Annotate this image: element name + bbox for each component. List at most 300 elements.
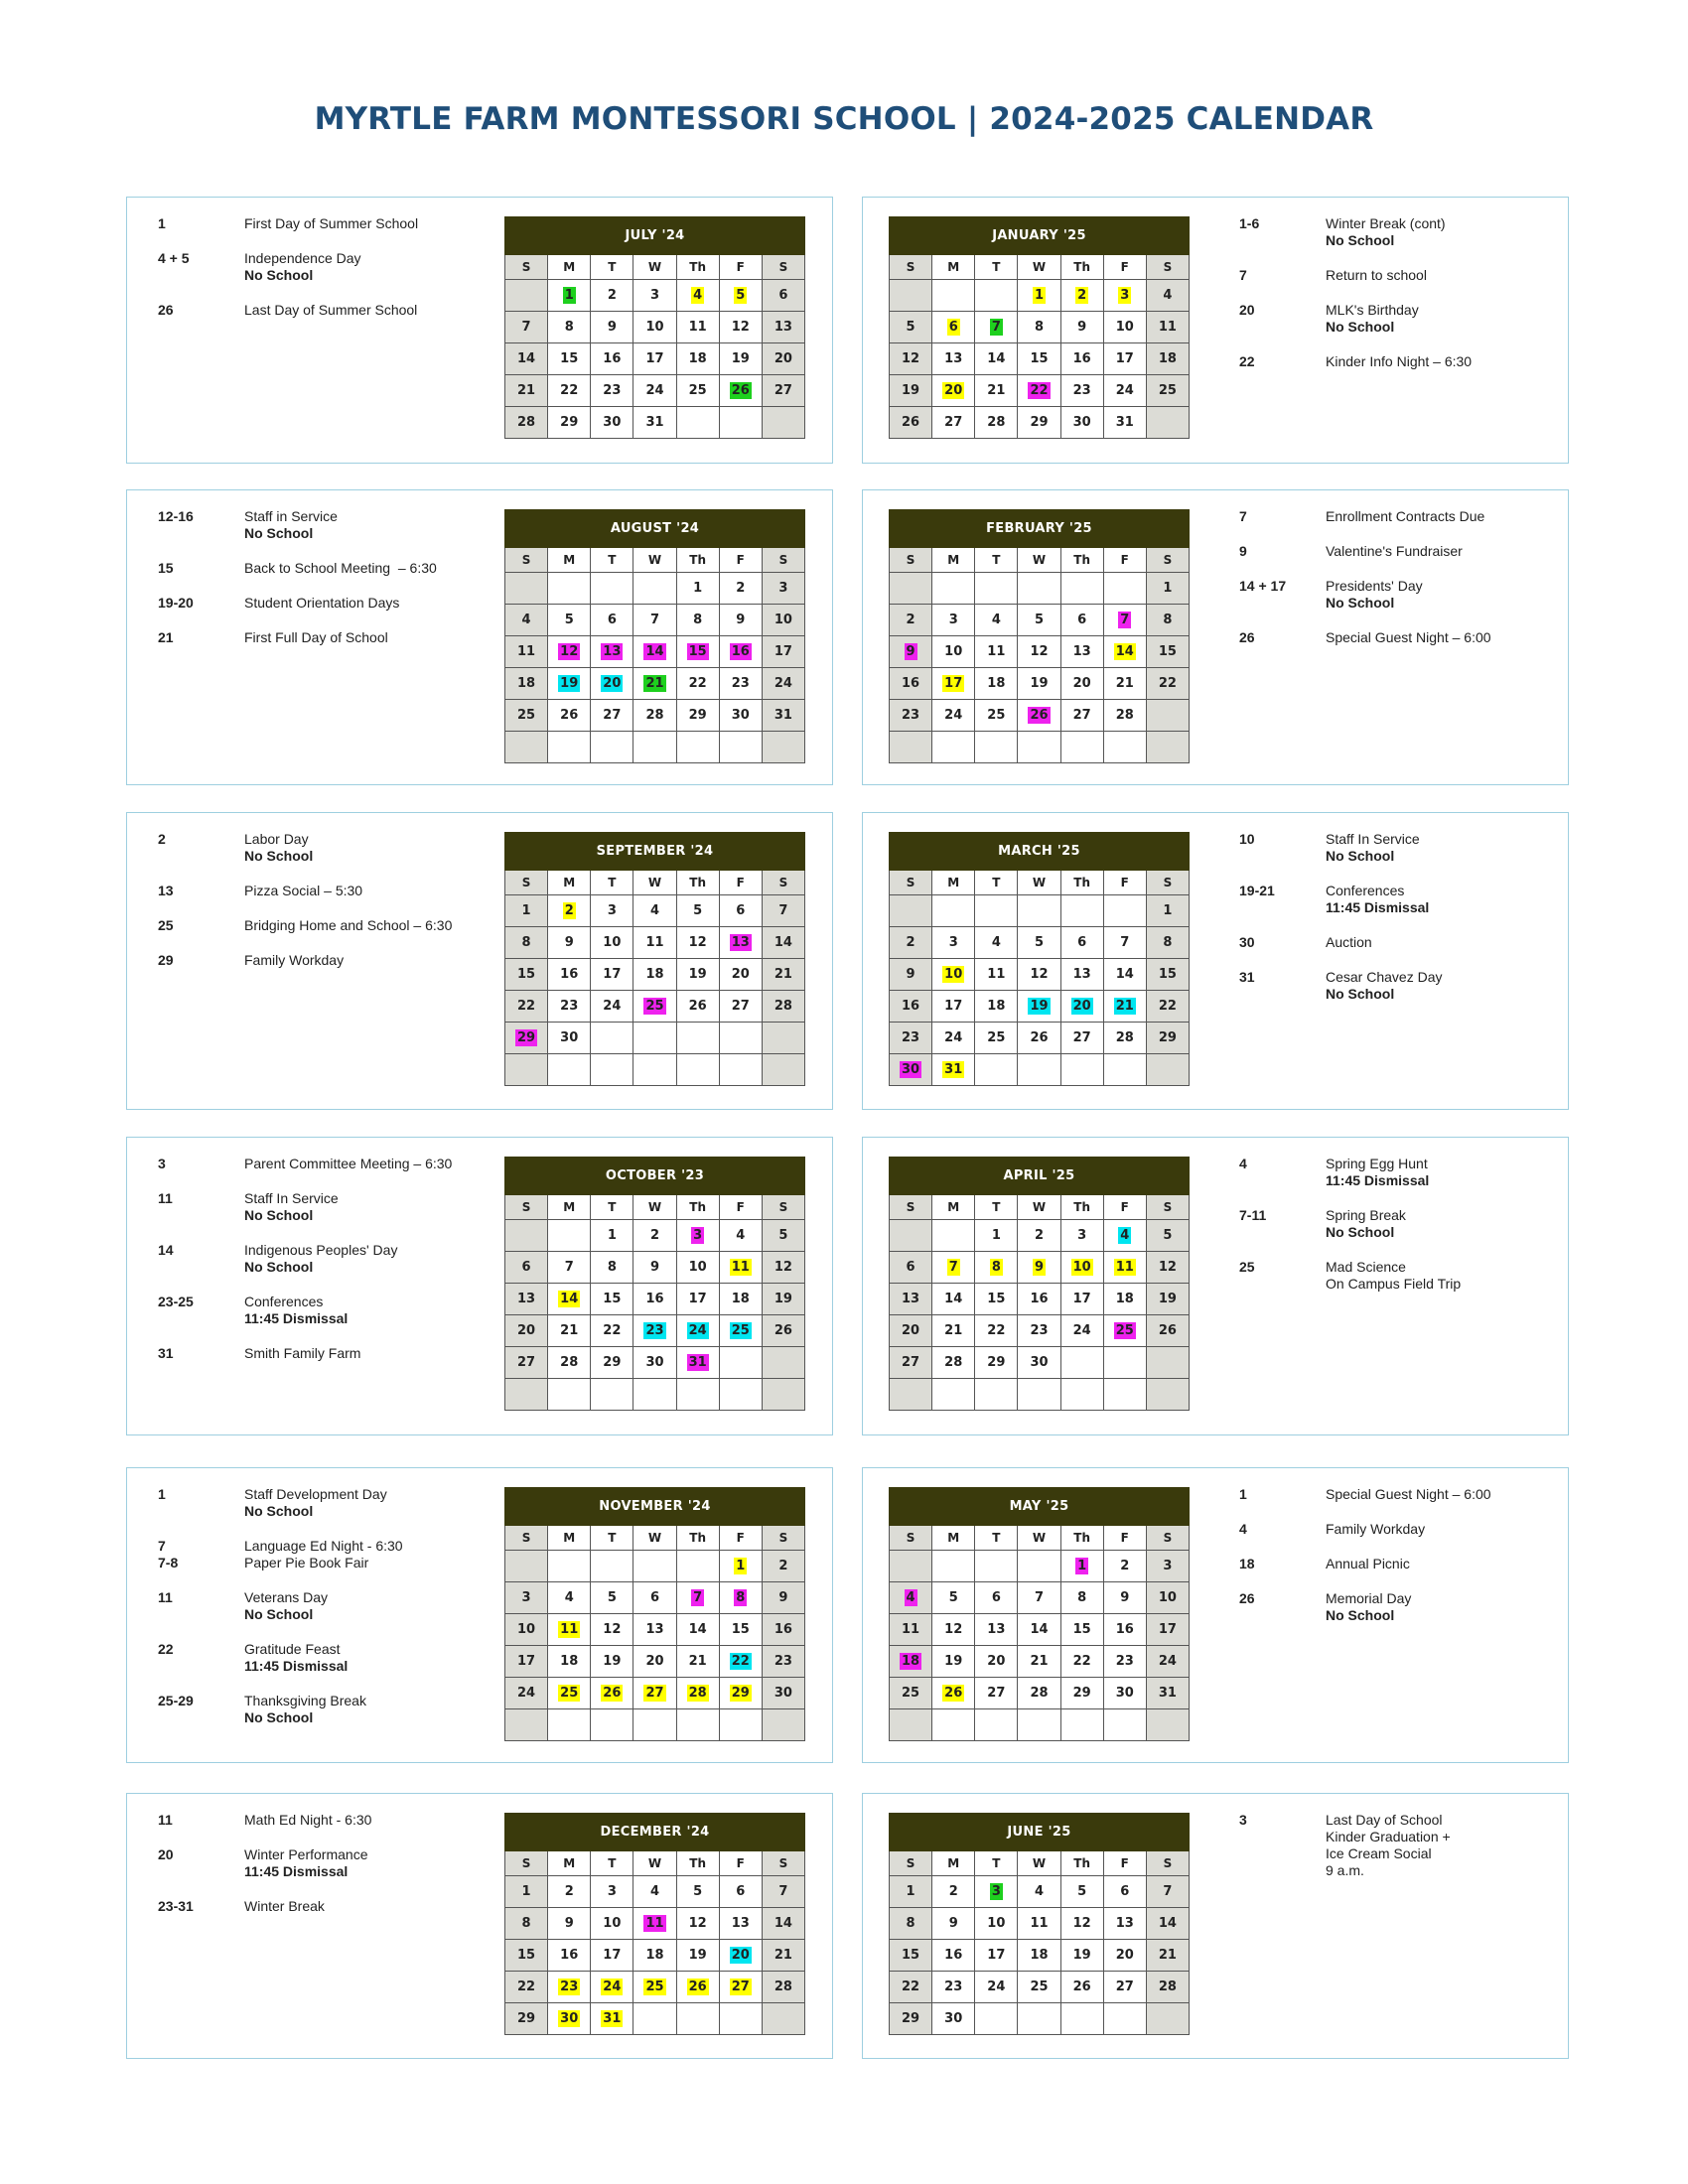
event-note: No School: [1326, 848, 1395, 864]
event-item: [158, 508, 495, 542]
weekday-label: M: [548, 255, 591, 280]
weekday-label: S: [505, 1526, 548, 1551]
calendar-march: [889, 832, 1190, 1086]
event-item: [1239, 302, 1557, 336]
weekday-label: F: [719, 1851, 762, 1876]
day-cell: [505, 732, 548, 763]
event-description: Conferences 11:45 Dismissal: [244, 1294, 495, 1327]
day-number: 3: [948, 935, 958, 950]
highlighted-day-number: 20: [944, 383, 963, 398]
weekday-label: M: [932, 255, 975, 280]
day-cell: [975, 732, 1018, 763]
day-cell: [505, 700, 548, 732]
day-number: 17: [1115, 351, 1134, 366]
day-number: 24: [517, 1686, 536, 1701]
day-cell: [505, 2003, 548, 2035]
day-cell: [1146, 1678, 1189, 1709]
week-row: [505, 895, 805, 927]
event-item: [1239, 969, 1557, 1003]
weekday-label: F: [719, 1195, 762, 1220]
day-cell: [633, 636, 676, 668]
event-note: No School: [1326, 595, 1395, 611]
day-number: 9: [1120, 1590, 1130, 1605]
weekday-label: W: [633, 255, 676, 280]
event-item: [1239, 831, 1557, 865]
day-cell: [890, 1054, 932, 1086]
weekday-header-row: [505, 1195, 805, 1220]
week-row: [890, 1023, 1190, 1054]
day-cell: [676, 1908, 719, 1940]
day-number: 6: [607, 613, 617, 627]
day-number: 8: [1034, 320, 1045, 335]
event-item: [1239, 934, 1557, 951]
event-item: [158, 1846, 495, 1880]
event-note: 11:45 Dismissal: [1326, 1172, 1430, 1188]
event-item: [1239, 1590, 1557, 1624]
day-cell: [762, 700, 804, 732]
day-number: 27: [987, 1686, 1006, 1701]
day-cell: [975, 1709, 1018, 1741]
day-cell: [676, 1972, 719, 2003]
day-cell: [932, 636, 975, 668]
weekday-label: S: [762, 548, 804, 573]
week-row: [890, 1614, 1190, 1646]
weekday-label: T: [975, 1526, 1018, 1551]
day-number: 2: [778, 1559, 788, 1573]
day-cell: [676, 668, 719, 700]
event-description: Student Orientation Days: [244, 595, 400, 611]
highlighted-day-number: 2: [1077, 288, 1087, 303]
week-row: [890, 1284, 1190, 1315]
week-row: [890, 927, 1190, 959]
day-cell: [762, 732, 804, 763]
day-number: 11: [1158, 320, 1177, 335]
day-cell: [676, 2003, 719, 2035]
day-number: 14: [987, 351, 1006, 366]
day-number: 8: [906, 1916, 915, 1931]
day-cell: [505, 1252, 548, 1284]
events-november: [158, 1486, 495, 1744]
day-cell: [633, 991, 676, 1023]
day-cell: [932, 1315, 975, 1347]
day-number: 22: [902, 1979, 920, 1994]
day-cell: [719, 1876, 762, 1908]
day-cell: [762, 1220, 804, 1252]
day-cell: [762, 312, 804, 343]
event-item: [158, 560, 495, 577]
day-cell: [890, 343, 932, 375]
day-number: 18: [517, 676, 536, 691]
day-number: 15: [517, 1948, 536, 1963]
week-row: [505, 1582, 805, 1614]
day-cell: [975, 280, 1018, 312]
weekday-label: M: [548, 871, 591, 895]
day-number: 22: [517, 999, 536, 1014]
events-may: [1239, 1486, 1557, 1642]
weekday-label: W: [633, 1526, 676, 1551]
day-number: 15: [517, 967, 536, 982]
day-cell: [1103, 573, 1146, 605]
events-october: [158, 1156, 495, 1380]
week-row: [505, 927, 805, 959]
event-date: 7: [1239, 508, 1247, 524]
day-number: 16: [944, 1948, 963, 1963]
event-item: [1239, 353, 1557, 370]
day-number: 24: [944, 1030, 963, 1045]
day-number: 23: [902, 708, 920, 723]
event-description: Staff in Service No School: [244, 508, 495, 542]
panel-may: [862, 1467, 1569, 1763]
calendar-november: [504, 1487, 805, 1741]
weekday-label: Th: [676, 255, 719, 280]
day-cell: [719, 700, 762, 732]
day-cell: [633, 895, 676, 927]
day-cell: [975, 1972, 1018, 2003]
event-description: Parent Committee Meeting – 6:30: [244, 1156, 453, 1171]
calendar-april: [889, 1157, 1190, 1411]
week-row: [890, 1379, 1190, 1411]
weekday-label: W: [633, 1851, 676, 1876]
weekday-label: W: [1018, 1526, 1060, 1551]
event-item: [158, 1242, 495, 1276]
day-number: 28: [774, 999, 792, 1014]
day-number: 20: [645, 1654, 664, 1669]
day-cell: [1103, 407, 1146, 439]
day-cell: [1018, 1252, 1060, 1284]
highlighted-day-number: 1: [1034, 288, 1045, 303]
day-cell: [548, 1551, 591, 1582]
event-item: [158, 1190, 495, 1224]
day-cell: [719, 1940, 762, 1972]
event-date: 21: [158, 629, 174, 645]
events-december: [158, 1812, 495, 1933]
day-cell: [719, 1023, 762, 1054]
day-number: 1: [693, 581, 703, 596]
day-number: 17: [688, 1292, 707, 1306]
day-cell: [505, 573, 548, 605]
highlighted-day-number: 9: [1034, 1260, 1045, 1275]
event-item: [1239, 1207, 1557, 1241]
panel-september: [126, 812, 833, 1110]
day-number: 28: [774, 1979, 792, 1994]
day-cell: [676, 1709, 719, 1741]
day-number: 2: [1034, 1228, 1045, 1243]
weekday-label: Th: [676, 548, 719, 573]
weekday-label: S: [762, 1526, 804, 1551]
day-cell: [1060, 2003, 1103, 2035]
event-description: Thanksgiving Break No School: [244, 1693, 495, 1726]
day-number: 8: [1077, 1590, 1087, 1605]
day-cell: [1146, 732, 1189, 763]
panel-november: [126, 1467, 833, 1763]
day-cell: [633, 927, 676, 959]
day-cell: [719, 1379, 762, 1411]
event-date: 1: [158, 215, 166, 231]
day-number: 17: [1072, 1292, 1091, 1306]
day-cell: [676, 1582, 719, 1614]
day-cell: [762, 1678, 804, 1709]
day-number: 6: [991, 1590, 1001, 1605]
week-row: [505, 1252, 805, 1284]
day-cell: [1103, 1379, 1146, 1411]
day-cell: [762, 1347, 804, 1379]
month-label: DECEMBER '24: [505, 1814, 805, 1851]
event-date: 19-21: [1239, 883, 1275, 898]
day-cell: [633, 1054, 676, 1086]
day-number: 11: [517, 644, 536, 659]
highlighted-day-number: 25: [560, 1686, 579, 1701]
week-row: [505, 1220, 805, 1252]
day-number: 19: [774, 1292, 792, 1306]
day-number: 10: [944, 644, 963, 659]
day-cell: [1018, 895, 1060, 927]
week-row: [505, 1284, 805, 1315]
day-cell: [548, 895, 591, 927]
week-row: [505, 1908, 805, 1940]
day-cell: [890, 1646, 932, 1678]
highlighted-day-number: 8: [736, 1590, 746, 1605]
day-cell: [633, 1940, 676, 1972]
day-cell: [676, 1876, 719, 1908]
day-number: 8: [521, 1916, 531, 1931]
event-item: [158, 883, 495, 899]
day-cell: [633, 1972, 676, 2003]
day-cell: [633, 1614, 676, 1646]
day-cell: [1103, 959, 1146, 991]
day-cell: [932, 1252, 975, 1284]
day-number: 16: [645, 1292, 664, 1306]
day-number: 14: [944, 1292, 963, 1306]
weekday-label: M: [548, 1526, 591, 1551]
day-number: 9: [778, 1590, 788, 1605]
day-cell: [1018, 668, 1060, 700]
event-item: [158, 952, 495, 969]
day-number: 4: [991, 613, 1001, 627]
event-description: Bridging Home and School – 6:30: [244, 917, 453, 933]
day-number: 19: [944, 1654, 963, 1669]
day-number: 4: [649, 1884, 660, 1899]
day-cell: [591, 1876, 633, 1908]
day-cell: [1146, 1940, 1189, 1972]
day-cell: [762, 895, 804, 927]
day-cell: [633, 700, 676, 732]
day-number: 25: [1158, 383, 1177, 398]
highlighted-day-number: 3: [1120, 288, 1130, 303]
event-date: 31: [1239, 969, 1255, 985]
day-cell: [1146, 573, 1189, 605]
day-number: 30: [731, 708, 750, 723]
day-cell: [1060, 1551, 1103, 1582]
day-cell: [975, 1678, 1018, 1709]
day-cell: [890, 1315, 932, 1347]
weekday-label: S: [505, 1851, 548, 1876]
day-cell: [591, 991, 633, 1023]
day-number: 13: [731, 1916, 750, 1931]
day-number: 27: [944, 415, 963, 430]
day-cell: [719, 1054, 762, 1086]
day-number: 21: [1158, 1948, 1177, 1963]
day-cell: [591, 700, 633, 732]
event-description: First Full Day of School: [244, 629, 388, 645]
day-cell: [676, 1252, 719, 1284]
day-cell: [505, 280, 548, 312]
week-row: [505, 312, 805, 343]
day-number: 22: [688, 676, 707, 691]
day-number: 12: [1030, 644, 1049, 659]
day-cell: [676, 927, 719, 959]
day-number: 7: [521, 320, 531, 335]
day-number: 10: [603, 1916, 622, 1931]
event-description: Spring Egg Hunt 11:45 Dismissal: [1326, 1156, 1557, 1189]
highlighted-day-number: 29: [731, 1686, 750, 1701]
day-cell: [1018, 1940, 1060, 1972]
day-cell: [1146, 668, 1189, 700]
panel-june: [862, 1793, 1569, 2059]
event-item: [1239, 1556, 1557, 1572]
day-cell: [1018, 1582, 1060, 1614]
day-cell: [1018, 1614, 1060, 1646]
day-number: 16: [560, 967, 579, 982]
day-number: 25: [517, 708, 536, 723]
day-cell: [1018, 1709, 1060, 1741]
day-cell: [633, 1876, 676, 1908]
event-date: 30: [1239, 934, 1255, 950]
day-cell: [591, 959, 633, 991]
day-cell: [975, 605, 1018, 636]
day-number: 30: [603, 415, 622, 430]
highlighted-day-number: 22: [1030, 383, 1049, 398]
weekday-label: F: [719, 548, 762, 573]
day-cell: [1060, 1908, 1103, 1940]
month-label: MARCH '25: [890, 833, 1190, 871]
day-number: 29: [517, 2011, 536, 2026]
day-cell: [762, 573, 804, 605]
highlighted-day-number: 31: [603, 2011, 622, 2026]
day-cell: [890, 732, 932, 763]
day-cell: [505, 1284, 548, 1315]
weekday-label: S: [762, 1851, 804, 1876]
day-cell: [548, 1646, 591, 1678]
event-date: 9: [1239, 543, 1247, 559]
day-cell: [633, 1678, 676, 1709]
day-cell: [890, 1972, 932, 2003]
day-cell: [1060, 895, 1103, 927]
week-row: [505, 959, 805, 991]
day-cell: [890, 1582, 932, 1614]
day-cell: [890, 375, 932, 407]
day-number: 6: [521, 1260, 531, 1275]
week-row: [890, 312, 1190, 343]
day-cell: [890, 959, 932, 991]
day-number: 10: [517, 1622, 536, 1637]
weekday-label: S: [762, 1195, 804, 1220]
day-cell: [890, 2003, 932, 2035]
weekday-label: Th: [1060, 1526, 1103, 1551]
day-cell: [548, 1252, 591, 1284]
day-cell: [548, 343, 591, 375]
day-cell: [1103, 1220, 1146, 1252]
day-number: 16: [774, 1622, 792, 1637]
highlighted-day-number: 27: [731, 1979, 750, 1994]
events-march: [1239, 831, 1557, 1021]
panel-january: [862, 197, 1569, 464]
day-cell: [932, 1220, 975, 1252]
highlighted-day-number: 29: [517, 1030, 536, 1045]
day-cell: [1060, 1284, 1103, 1315]
day-cell: [548, 1054, 591, 1086]
day-cell: [719, 927, 762, 959]
day-cell: [1018, 312, 1060, 343]
week-row: [890, 407, 1190, 439]
day-cell: [1018, 636, 1060, 668]
weekday-label: T: [975, 255, 1018, 280]
day-number: 11: [1030, 1916, 1049, 1931]
calendar-february: [889, 509, 1190, 763]
highlighted-day-number: 25: [645, 1979, 664, 1994]
event-date: 4 + 5: [158, 250, 190, 266]
day-cell: [1018, 927, 1060, 959]
weekday-header-row: [505, 1851, 805, 1876]
day-cell: [1018, 1678, 1060, 1709]
event-description: Enrollment Contracts Due: [1326, 508, 1485, 524]
day-cell: [719, 636, 762, 668]
day-number: 3: [778, 581, 788, 596]
day-cell: [676, 407, 719, 439]
week-row: [505, 1315, 805, 1347]
day-number: 31: [645, 415, 664, 430]
day-cell: [890, 927, 932, 959]
event-item: [158, 595, 495, 612]
highlighted-day-number: 4: [693, 288, 703, 303]
weekday-label: M: [548, 548, 591, 573]
day-number: 17: [603, 1948, 622, 1963]
day-number: 11: [688, 320, 707, 335]
day-number: 2: [906, 613, 915, 627]
week-row: [505, 1876, 805, 1908]
month-label: SEPTEMBER '24: [505, 833, 805, 871]
day-number: 12: [1158, 1260, 1177, 1275]
day-cell: [676, 732, 719, 763]
day-cell: [1146, 407, 1189, 439]
event-date: 14 + 17: [1239, 578, 1287, 594]
day-cell: [1060, 1379, 1103, 1411]
day-number: 16: [1115, 1622, 1134, 1637]
week-row: [890, 605, 1190, 636]
day-cell: [719, 668, 762, 700]
day-number: 7: [778, 903, 788, 918]
day-cell: [591, 1284, 633, 1315]
day-number: 11: [987, 967, 1006, 982]
day-cell: [1060, 312, 1103, 343]
day-cell: [932, 1646, 975, 1678]
events-august: [158, 508, 495, 664]
day-number: 13: [1115, 1916, 1134, 1931]
highlighted-day-number: 26: [1030, 708, 1049, 723]
day-cell: [932, 1284, 975, 1315]
day-cell: [932, 927, 975, 959]
day-cell: [505, 1614, 548, 1646]
day-cell: [1146, 1582, 1189, 1614]
day-number: 7: [1034, 1590, 1045, 1605]
day-cell: [890, 1908, 932, 1940]
day-cell: [975, 895, 1018, 927]
day-cell: [890, 1379, 932, 1411]
day-number: 21: [1115, 676, 1134, 691]
event-note: No School: [1326, 319, 1395, 335]
day-cell: [762, 1252, 804, 1284]
day-cell: [975, 1908, 1018, 1940]
month-header-row: [890, 217, 1190, 255]
